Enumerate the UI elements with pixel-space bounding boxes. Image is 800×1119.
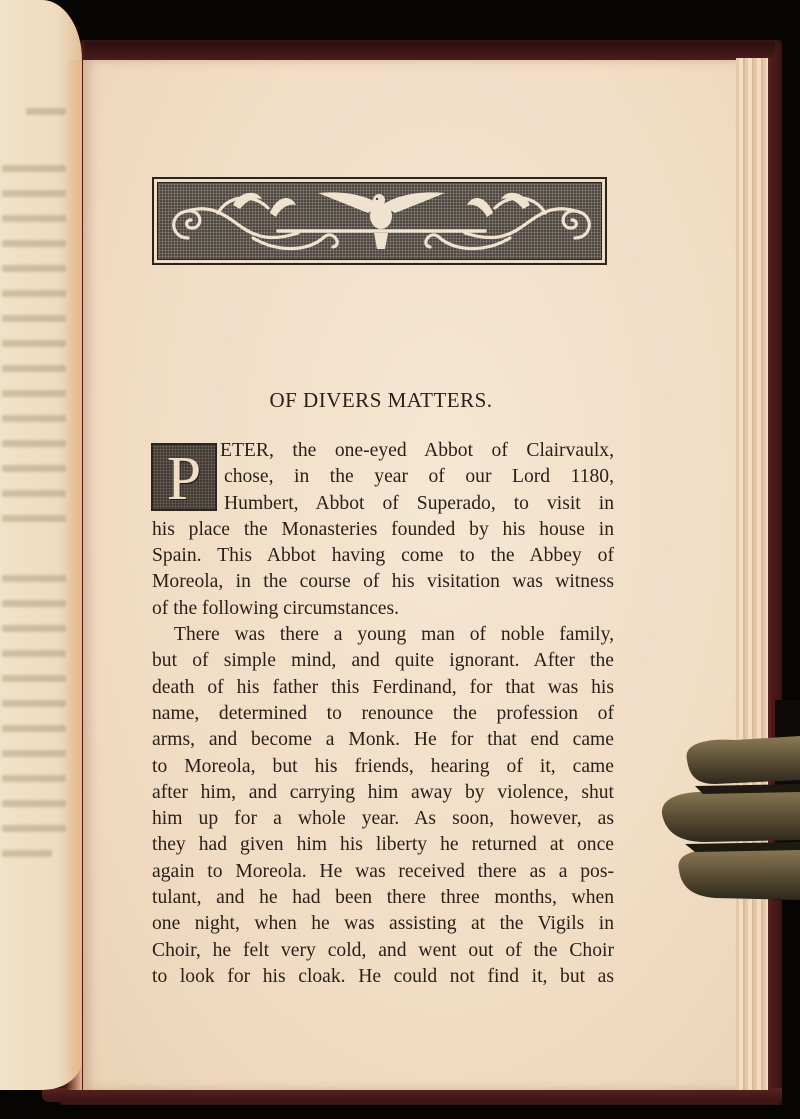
text-line: again to Moreola. He was received there as a pos- bbox=[152, 860, 614, 882]
book-cover-bottom-edge bbox=[42, 1088, 782, 1102]
text-line: his place the Monasteries founded by his house in bbox=[152, 518, 614, 540]
text-line: Humbert, Abbot of Superado, to visit in bbox=[224, 492, 614, 514]
book-gutter bbox=[66, 60, 82, 1090]
text-line: of the following circumstances. bbox=[152, 597, 400, 619]
text-line: death of his father this Ferdinand, for that was his bbox=[152, 676, 614, 698]
body-text bbox=[152, 438, 614, 990]
text-line: to Moreola, but his friends, hearing of it, came bbox=[152, 755, 614, 777]
text-line: they had given him his liberty he returned at once bbox=[152, 834, 614, 856]
text-line: chose, in the year of our Lord 1180, bbox=[224, 466, 614, 488]
text-line: Choir, he felt very cold, and went out of the Choir bbox=[152, 939, 614, 961]
bronze-hand-holder-icon bbox=[655, 700, 800, 900]
page-edges bbox=[736, 58, 771, 1090]
text-line: tulant, and he had been there three months, when bbox=[152, 887, 614, 909]
ornamental-initial-icon: P bbox=[166, 445, 202, 513]
text-line: one night, when he was assisting at the Vigils in bbox=[152, 913, 614, 935]
text-line: to look for his cloak. He could not find it, but as bbox=[152, 965, 614, 987]
text-line: after him, and carrying him away by violence, shut bbox=[152, 781, 614, 803]
text-line: ETER, the one-eyed Abbot of Clairvaulx, bbox=[220, 440, 614, 461]
chapter-title: OF DIVERS MATTERS. bbox=[269, 388, 493, 412]
text-line: name, determined to renounce the profession of bbox=[152, 702, 614, 724]
headpiece-ornament bbox=[152, 177, 607, 265]
text-line: arms, and become a Monk. He for that end came bbox=[152, 729, 614, 751]
text-line: but of simple mind, and quite ignorant. After the bbox=[152, 650, 614, 672]
background bbox=[0, 1105, 800, 1119]
dove-ornament-icon bbox=[158, 183, 602, 260]
text-line: Moreola, in the course of his visitation was witness bbox=[152, 571, 614, 593]
text-line: Spain. This Abbot having come to the Abbey of bbox=[152, 545, 614, 567]
text-line: There was there a young man of noble family, bbox=[174, 624, 614, 646]
text-line: him up for a whole year. As soon, however, as bbox=[152, 808, 614, 830]
book-cover-top-edge bbox=[85, 42, 775, 60]
